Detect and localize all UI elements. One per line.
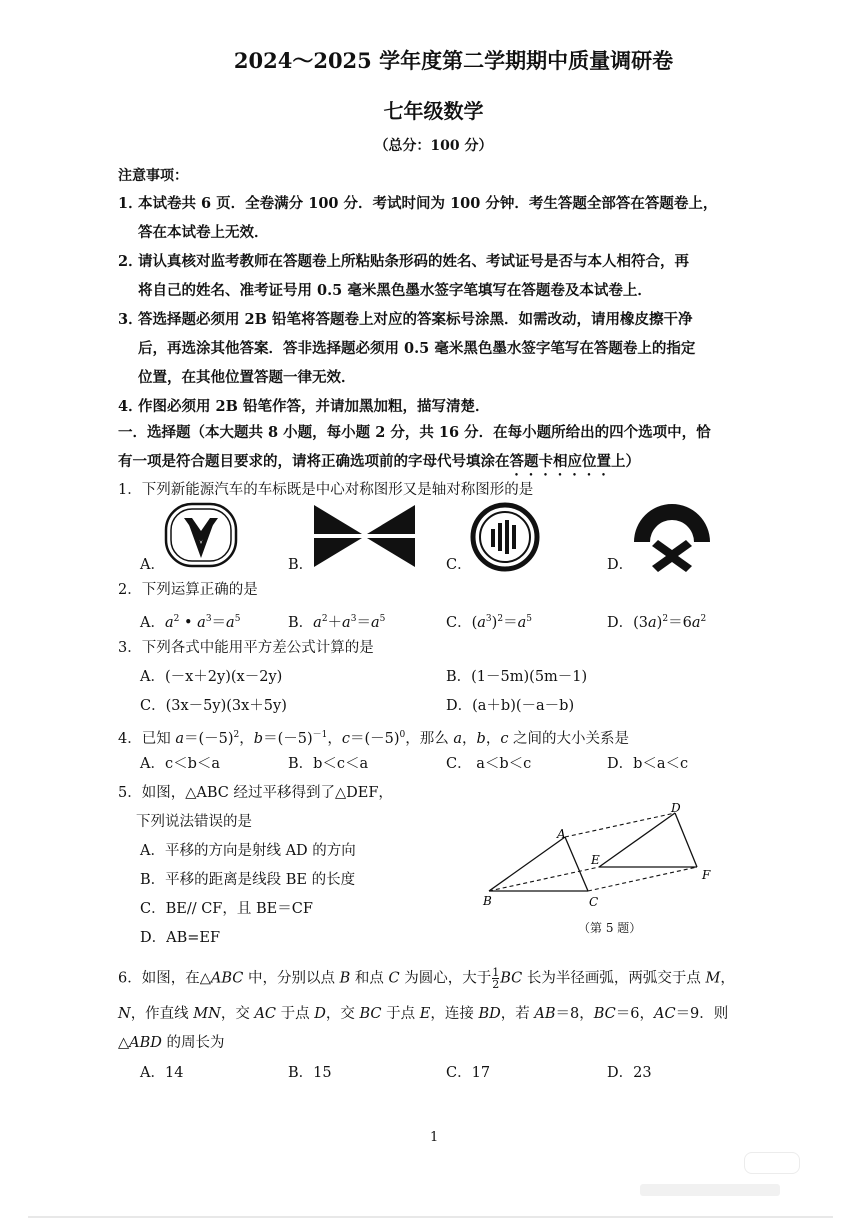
q2-option-a: A．$a^2$ • $a^3=a^5$ xyxy=(140,614,241,631)
watermark-badge xyxy=(744,1152,800,1174)
q2-option-d: D．$(3a)^2=6a^2$ xyxy=(607,614,707,631)
q5-option-b: B．平移的距离是线段 BE 的长度 xyxy=(140,872,356,888)
point-c-label: C xyxy=(589,895,599,909)
q3-option-c: C．(3x－5y)(3x＋5y) xyxy=(140,698,287,714)
logo-b-icon xyxy=(312,503,417,569)
q4-option-c: C． a＜b＜c xyxy=(446,756,532,772)
question-6-line-2: N，作直线 MN，交 AC 于点 D，交 BC 于点 E，连接 BD，若 AB＝8，BC＝6，AC＝9．则 xyxy=(118,1006,729,1022)
q3-option-a: A．(－x＋2y)(x－2y) xyxy=(140,669,283,685)
logo-d-icon xyxy=(630,500,714,572)
q3-option-b: B．(1－5m)(5m－1) xyxy=(446,669,588,685)
point-d-label: D xyxy=(671,801,681,815)
question-5-stem-2: 下列说法错误的是 xyxy=(136,814,252,830)
note-3: 3．答选择题必须用 2B 铅笔将答题卷上对应的答案标号涂黑．如需改动，请用橡皮擦干净 后，再选涂其他答案．答非选择题必须用 0.5 毫米黑色墨水签字笔写在答题卷上的指定 位置，在其他位置答题一律无效． xyxy=(118,311,696,386)
point-e-label: E xyxy=(591,853,600,867)
q5-option-c: C．BE// CF，且 BE＝CF xyxy=(140,901,313,917)
triangle-translation-figure xyxy=(475,800,725,910)
q1-option-c-label: C． xyxy=(446,557,472,573)
note-2: 2．请认真核对监考教师在答题卷上所粘贴条形码的姓名、考试证号是否与本人相符合，再 将自己的姓名、准考证号用 0.5 毫米黑色墨水签字笔填写在答题卷及本试卷上． xyxy=(118,253,689,299)
point-f-label: F xyxy=(702,868,711,882)
page-number: 1 xyxy=(430,1130,439,1145)
q5-option-a: A．平移的方向是射线 AD 的方向 xyxy=(140,843,356,859)
exam-total-score: （总分：100 分） xyxy=(374,138,493,154)
q2-option-b: B．$a^2+a^3=a^5$ xyxy=(288,614,386,631)
point-a-label: A xyxy=(557,827,566,841)
q5-option-d: D．AB=EF xyxy=(140,930,221,946)
question-6-line-1: 6．如图，在△ABC 中，分别以点 B 和点 C 为圆心，大于 $\frac{1}{2}$ BC 长为半径画弧，两弧交于点 M， xyxy=(118,966,735,991)
q6-option-b: B．15 xyxy=(288,1065,332,1081)
question-4-stem: 4．已知 $a=(-5)^2$，$b=(-5)^{-1}$，$c=(-5)^0$，那么 a，b，c 之间的大小关系是 xyxy=(118,730,630,747)
q3-option-d: D．(a＋b)(－a－b) xyxy=(446,698,575,714)
question-3-stem: 3．下列各式中能用平方差公式计算的是 xyxy=(118,640,374,656)
note-4: 4．作图必须用 2B 铅笔作答，并请加黑加粗，描写清楚． xyxy=(118,398,490,415)
q4-option-d: D．b＜a＜c xyxy=(607,756,689,772)
q4-option-b: B．b＜c＜a xyxy=(288,756,369,772)
question-6-line-3: △ABD 的周长为 xyxy=(118,1035,225,1051)
logo-a-icon xyxy=(162,500,240,570)
q6-option-c: C．17 xyxy=(446,1065,491,1081)
logo-c-icon xyxy=(470,502,540,572)
section-heading: 一．选择题（本大题共 8 小题，每小题 2 分，共 16 分．在每小题所给出的四个选项中，恰 有一项是符合题目要求的，请将正确选项前的字母代号填涂在答题卡相应位置上） xyxy=(118,424,711,470)
q1-option-d-label: D． xyxy=(607,557,634,573)
note-1: 1．本试卷共 6 页．全卷满分 100 分．考试时间为 100 分钟．考生答题全部答在答题卷上， 答在本试卷上无效． xyxy=(118,195,718,241)
q1-option-b-label: B． xyxy=(288,557,314,573)
exam-title: 2024～2025 学年度第二学期期中质量调研卷 xyxy=(233,48,674,73)
q4-option-a: A．c＜b＜a xyxy=(140,756,221,772)
q1-option-a-label: A． xyxy=(140,557,165,573)
notes-heading: 注意事项： xyxy=(118,168,188,184)
q2-option-c: C．$(a^3)^2=a^5$ xyxy=(446,614,532,631)
q6-option-a: A．14 xyxy=(140,1065,184,1081)
exam-subject: 七年级数学 xyxy=(383,99,484,123)
bottom-divider xyxy=(28,1216,833,1218)
figure-5-caption: （第 5 题） xyxy=(578,921,642,935)
watermark-strip xyxy=(640,1184,780,1196)
point-b-label: B xyxy=(483,894,492,908)
question-1-stem: 1．下列新能源汽车的车标既是中心对称图形又是轴对称图形的是 xyxy=(118,482,534,498)
q6-option-d: D．23 xyxy=(607,1065,652,1081)
question-5-stem: 5．如图，△ABC 经过平移得到了△DEF， xyxy=(118,785,393,801)
question-2-stem: 2．下列运算正确的是 xyxy=(118,582,258,598)
